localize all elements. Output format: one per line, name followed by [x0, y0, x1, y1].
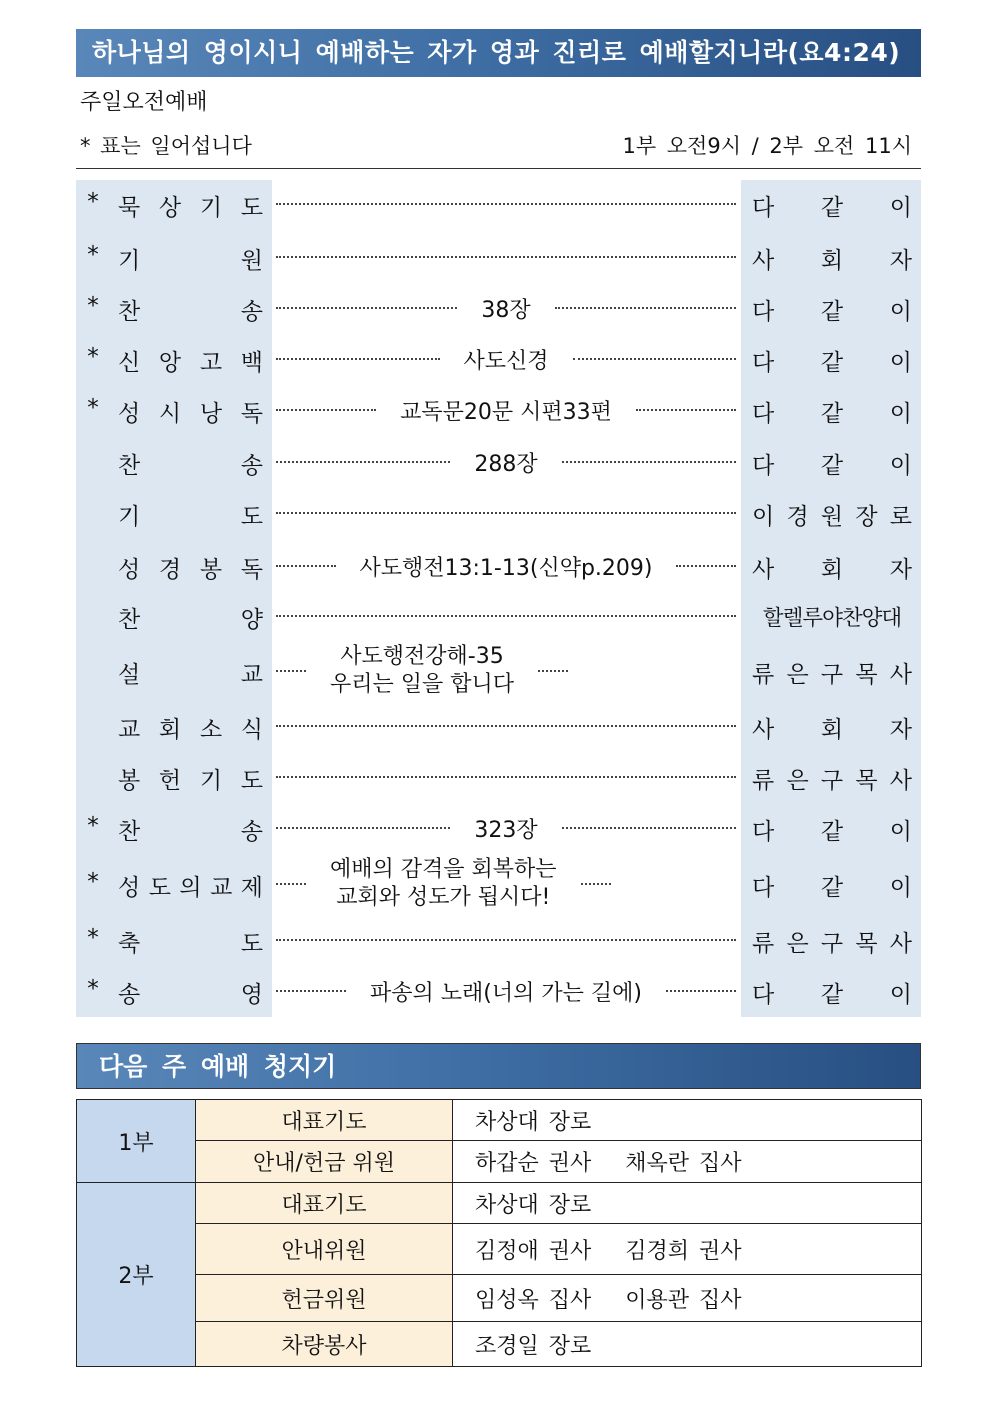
leader-dots [581, 883, 611, 885]
duty-names [453, 1224, 922, 1275]
next-week-title: 다음 주 예배 청지기 [76, 1043, 921, 1089]
order-row [76, 961, 921, 1021]
duty-row [77, 1100, 922, 1141]
stand-marker: * [87, 395, 99, 421]
stand-marker: * [87, 293, 99, 319]
duty-names [453, 1322, 922, 1367]
leader-dots [562, 461, 736, 463]
order-row [76, 174, 921, 234]
leader-dots [555, 307, 736, 309]
order-item-label: 찬 송 [118, 299, 263, 325]
detail-line: 사도행전강해-35 [340, 644, 504, 669]
order-item-detail [276, 798, 736, 858]
order-item-label: 기 원 [118, 248, 263, 274]
duty-names [453, 1100, 922, 1141]
order-item-person: 다 같 이 [752, 195, 912, 221]
divider [76, 168, 921, 169]
order-item-person: 사 회 자 [752, 557, 912, 583]
order-item-person: 다 같 이 [752, 875, 912, 901]
duty-names [453, 1183, 922, 1224]
order-item-person: 다 같 이 [752, 453, 912, 479]
leader-dots [276, 615, 736, 617]
duty-row [77, 1141, 922, 1183]
leader-dots [562, 827, 736, 829]
leader-dots [676, 565, 736, 567]
order-item-detail [276, 174, 736, 234]
detail-text: 교독문20문 시편33편 [400, 399, 612, 425]
order-item-label: 신 앙 고 백 [118, 350, 263, 376]
order-item-label: 찬 양 [118, 607, 263, 633]
duty-person: 김경희 권사 [625, 1238, 742, 1264]
leader-dots [276, 883, 306, 885]
order-item-person: 다 같 이 [752, 350, 912, 376]
duty-role: 차량봉사 [196, 1322, 453, 1367]
order-item-person: 사 회 자 [752, 717, 912, 743]
leader-dots [276, 565, 336, 567]
stand-marker: * [87, 242, 99, 268]
duty-person: 조경일 장로 [475, 1333, 592, 1359]
order-item-label: 성 도 의 교 제 [118, 875, 263, 901]
duty-person: 김정애 권사 [475, 1238, 592, 1264]
duty-names [453, 1141, 922, 1183]
leader-dots [538, 670, 568, 672]
duty-role: 안내위원 [196, 1224, 453, 1275]
duty-person: 이용관 집사 [625, 1287, 742, 1313]
order-item-label: 성 경 봉 독 [118, 557, 263, 583]
duty-row [77, 1275, 922, 1322]
detail-text [306, 856, 581, 912]
service-part: 1부 [77, 1100, 196, 1183]
duty-row [77, 1183, 922, 1224]
detail-text: 사도행전13:1-13(신약p.209) [359, 555, 653, 581]
leader-dots [573, 358, 737, 360]
order-item-detail [276, 854, 736, 914]
order-item-label: 송 영 [118, 982, 263, 1008]
order-item-person: 류 은 구 목 사 [752, 768, 912, 794]
order-item-person: 할렐루야찬양대 [762, 606, 902, 631]
order-row [76, 641, 921, 701]
stand-marker: * [87, 976, 99, 1002]
detail-text: 사도신경 [463, 348, 549, 374]
order-item-person: 다 같 이 [752, 982, 912, 1008]
duty-role: 대표기도 [196, 1100, 453, 1141]
service-times: 1부 오전9시 / 2부 오전 11시 [622, 134, 912, 158]
leader-dots [276, 776, 736, 778]
detail-line: 예배의 감격을 회복하는 [330, 857, 557, 882]
order-item-detail [276, 961, 736, 1021]
leader-dots [276, 461, 450, 463]
leader-dots [276, 990, 346, 992]
stand-marker: * [87, 925, 99, 951]
service-title: 주일오전예배 [80, 90, 208, 115]
leader-dots [276, 670, 306, 672]
order-row [76, 798, 921, 858]
order-item-label: 찬 송 [118, 453, 263, 479]
detail-text: 288장 [474, 451, 538, 477]
order-row [76, 380, 921, 440]
order-item-label: 교 회 소 식 [118, 717, 263, 743]
detail-text: 파송의 노래(너의 가는 길에) [370, 980, 642, 1006]
order-item-detail [276, 641, 736, 701]
detail-line: 우리는 일을 합니다 [330, 672, 515, 697]
order-item-label: 봉 헌 기 도 [118, 768, 263, 794]
stand-marker: * [87, 813, 99, 839]
duty-role: 헌금위원 [196, 1275, 453, 1322]
order-item-detail [276, 483, 736, 543]
order-item-person: 다 같 이 [752, 299, 912, 325]
order-item-detail [276, 380, 736, 440]
order-row [76, 483, 921, 543]
duty-person: 차상대 장로 [475, 1192, 592, 1218]
leader-dots [276, 203, 736, 205]
order-item-person: 다 같 이 [752, 819, 912, 845]
order-item-label: 성 시 낭 독 [118, 401, 263, 427]
stand-marker: * [87, 189, 99, 215]
order-item-label: 축 도 [118, 931, 263, 957]
detail-text [306, 643, 538, 699]
duty-person: 하갑순 권사 [475, 1151, 592, 1176]
order-item-label: 찬 송 [118, 819, 263, 845]
duty-role: 대표기도 [196, 1183, 453, 1224]
order-row [76, 586, 921, 646]
order-item-person: 류 은 구 목 사 [752, 662, 912, 688]
leader-dots [276, 725, 736, 727]
order-item-person: 류 은 구 목 사 [752, 931, 912, 957]
order-item-person: 다 같 이 [752, 401, 912, 427]
leader-dots [276, 512, 736, 514]
duty-role: 안내/헌금 위원 [196, 1141, 453, 1183]
leader-dots [276, 256, 736, 258]
leader-dots [276, 358, 440, 360]
order-item-person: 이 경 원 장 로 [752, 504, 912, 530]
detail-text: 38장 [481, 297, 531, 323]
stand-marker: * [87, 344, 99, 370]
leader-dots [276, 409, 376, 411]
order-item-label: 기 도 [118, 504, 263, 530]
service-part: 2부 [77, 1183, 196, 1367]
stand-marker: * [87, 869, 99, 895]
leader-dots [636, 409, 736, 411]
leader-dots [276, 307, 457, 309]
duty-row [77, 1224, 922, 1275]
leader-dots [276, 939, 736, 941]
leader-dots [666, 990, 736, 992]
stand-note: * 표는 일어섭니다 [80, 134, 252, 158]
duty-row [77, 1322, 922, 1367]
order-item-label: 묵 상 기 도 [118, 195, 263, 221]
order-item-person: 사 회 자 [752, 248, 912, 274]
order-item-label: 설 교 [118, 662, 263, 688]
detail-text: 323장 [474, 817, 538, 843]
duty-person: 채옥란 집사 [625, 1151, 742, 1176]
order-row [76, 854, 921, 914]
leader-dots [276, 827, 450, 829]
duty-names [453, 1275, 922, 1322]
header-banner: 하나님의 영이시니 예배하는 자가 영과 진리로 예배할지니라(요4:24) [76, 29, 921, 77]
detail-line: 교회와 성도가 됩시다! [336, 885, 551, 910]
duty-person: 임성옥 집사 [475, 1287, 592, 1313]
duty-person: 차상대 장로 [475, 1109, 592, 1135]
next-week-table [76, 1099, 922, 1367]
order-item-detail [276, 586, 736, 646]
